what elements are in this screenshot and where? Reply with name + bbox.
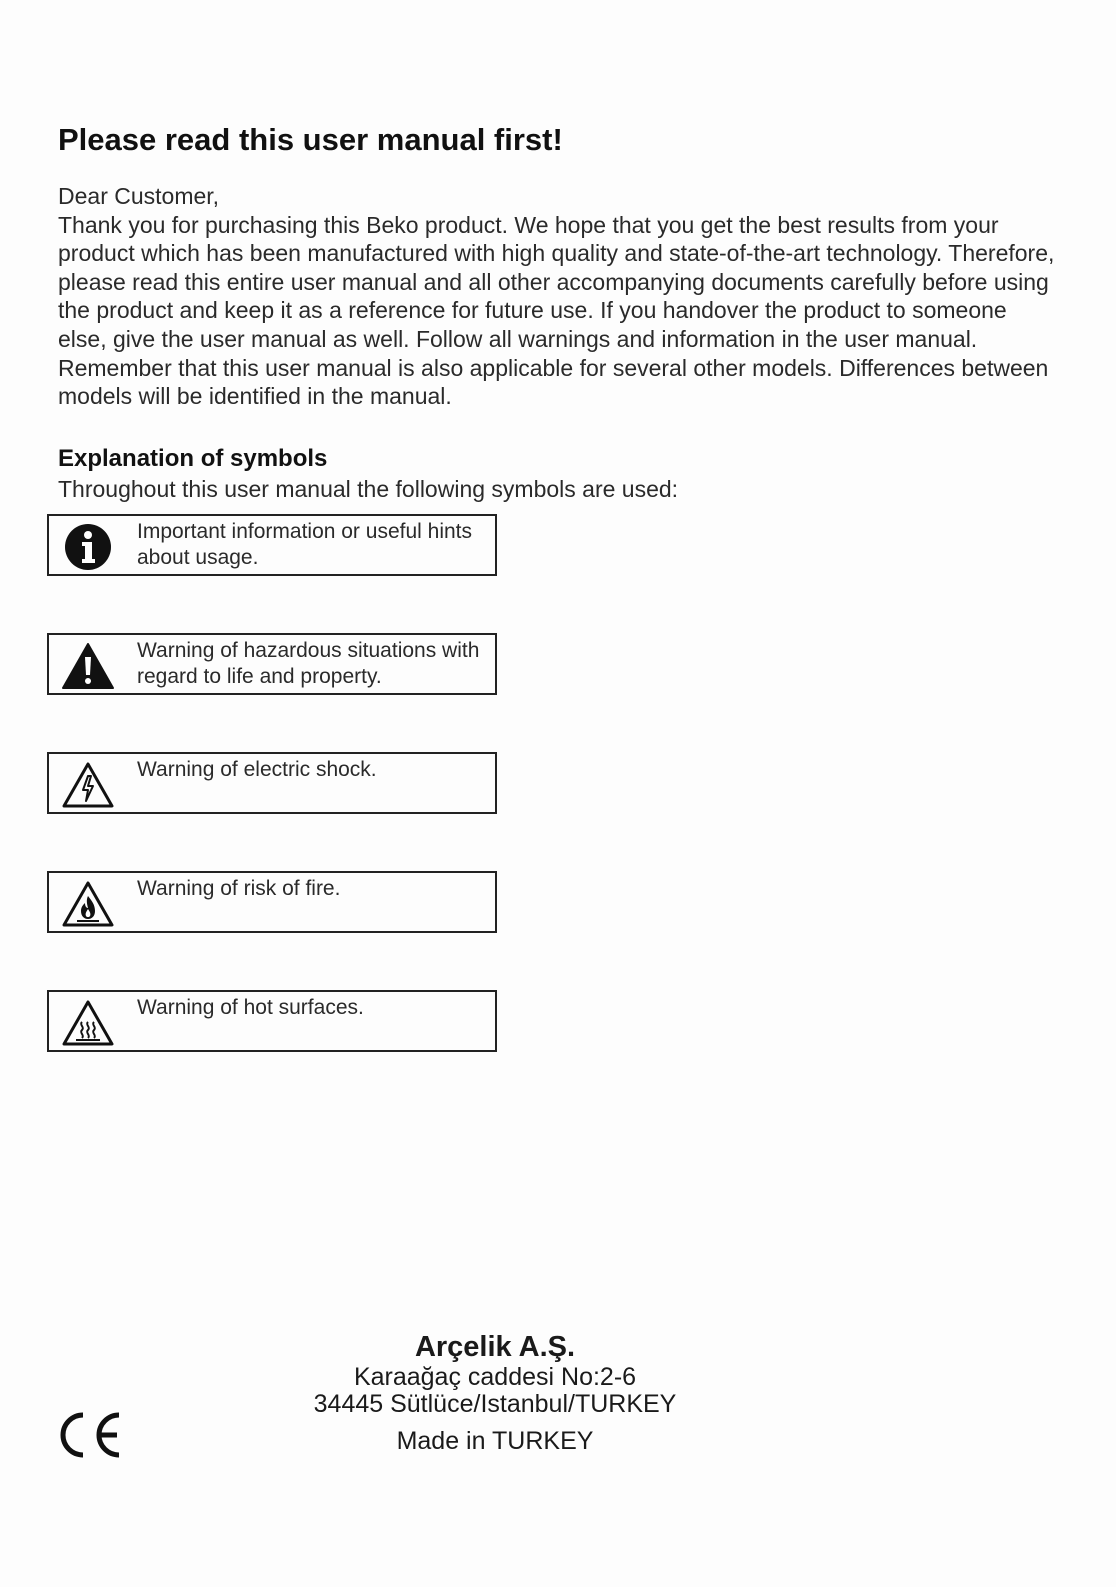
symbol-box-electric-shock [47, 752, 497, 814]
symbol-text-fire: Warning of risk of fire. [137, 877, 341, 900]
intro-text [58, 182, 1058, 411]
info-icon [61, 522, 115, 570]
hot-surface-icon [61, 998, 115, 1046]
symbols-heading: Explanation of symbols [58, 445, 328, 472]
intro-paragraph-1: Thank you for purchasing this Beko product. We hope that you get the best results from your product which has been manufactured with high quality and state-of-the-art technology. Therefore, please read this entire user manual and all other accompanying documents carefully before using the product and keep it as a reference for future use. If you handover the product to someone else, give the user manual as well. Follow all warnings and information in the user manual. [58, 211, 1055, 352]
symbols-intro: Throughout this user manual the following symbols are used: [58, 476, 679, 502]
manufacturer-footer [280, 1330, 710, 1455]
fire-icon [61, 879, 115, 927]
address-line-1: Karaağaç caddesi No:2-6 [353, 1363, 637, 1391]
symbol-box-warning [47, 633, 497, 695]
symbol-text-electric-shock: Warning of electric shock. [137, 758, 377, 781]
symbol-box-info [47, 514, 497, 576]
made-in-label: Made in TURKEY [396, 1427, 594, 1455]
warning-icon [61, 641, 115, 689]
page-title: Please read this user manual first! [58, 122, 563, 157]
symbol-text-info: Important information or useful hints about usage. [137, 520, 472, 569]
salutation: Dear Customer, [58, 183, 220, 209]
electric-shock-icon [61, 760, 115, 808]
ce-mark-icon [55, 1410, 125, 1460]
symbol-box-hot-surface [47, 990, 497, 1052]
address-line-2: 34445 Sütlüce/Istanbul/TURKEY [313, 1390, 677, 1418]
symbol-box-fire [47, 871, 497, 933]
symbol-text-hot-surface: Warning of hot surfaces. [137, 996, 364, 1019]
company-name: Arçelik A.Ş. [414, 1331, 576, 1363]
symbol-text-warning: Warning of hazardous situations with regard to life and property. [137, 639, 480, 688]
intro-paragraph-2: Remember that this user manual is also applicable for several other models. Differences between models will be identified in the manual. [58, 354, 1049, 410]
